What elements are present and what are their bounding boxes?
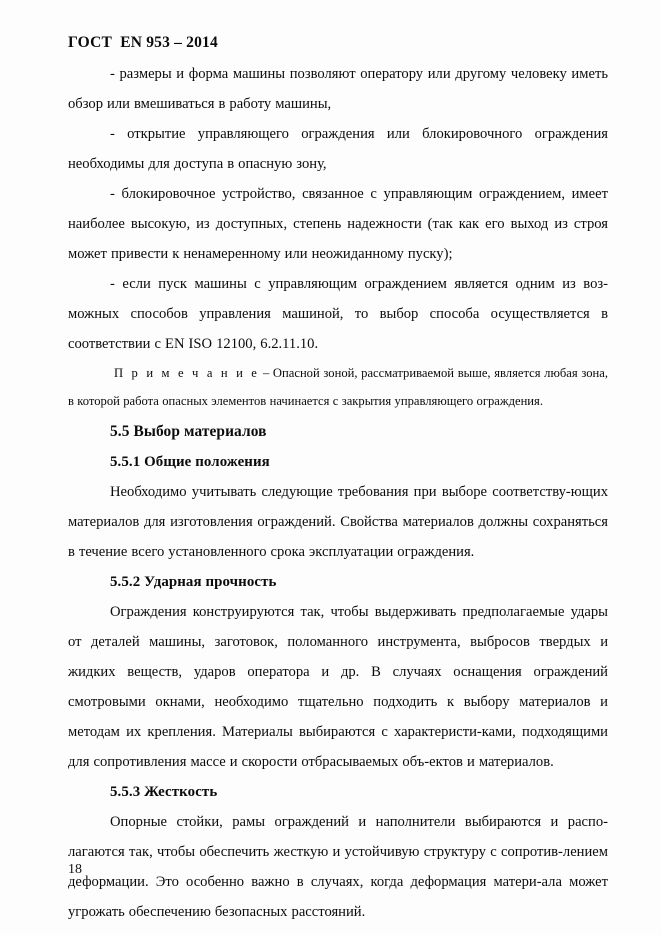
running-head: ГОСТ EN 953 – 2014 (68, 34, 218, 51)
paragraph-bullet-2: - открытие управляющего ограждения или блокировочного ограждения необходимы для доступа в опасную зону, (68, 126, 608, 172)
page-content (68, 33, 608, 927)
heading-5-5: 5.5 Выбор материалов (110, 423, 267, 440)
page-number: 18 (68, 862, 82, 877)
paragraph-bullet-4: - если пуск машины с управляющим ограждением является одним из воз-можных способов управления машиной, то выбор способа осуществляется в соответствии с EN ISO 12100, 6.2.11.10. (68, 276, 608, 352)
note-label: П р и м е ч а н и е (114, 366, 260, 380)
note-text: – Опасной зоной, рассматриваемой выше, является любая зона, в которой работа опасных элементов начинается с закрытия управляющего ограждения. (68, 366, 608, 408)
paragraph-5-5-1: Необходимо учитывать следующие требования при выборе соответству-ющих материалов для изготовления ограждений. Свойства материалов должны сохраняться в течение всего установленного срока эксплуатации ограждения. (68, 484, 608, 560)
paragraph-5-5-3: Опорные стойки, рамы ограждений и наполнители выбираются и распо-лагаются так, чтобы обеспечить жесткую и устойчивую структуру с сопротив-лением деформации. Это особенно важно в случаях, когда деформация матери-ала может угрожать обеспечению безопасных расстояний. (68, 814, 608, 920)
heading-5-5-3: 5.5.3 Жесткость (110, 784, 218, 800)
paragraph-bullet-1: - размеры и форма машины позволяют оператору или другому человеку иметь обзор или вмешиваться в работу машины, (68, 66, 608, 112)
paragraph-bullet-3: - блокировочное устройство, связанное с управляющим ограждением, имеет наиболее высокую, из доступных, степень надежности (так как его выход из строя может привести к ненамеренному или неожиданному пуску); (68, 186, 608, 262)
heading-5-5-2: 5.5.2 Ударная прочность (110, 574, 277, 590)
heading-5-5-1: 5.5.1 Общие положения (110, 454, 270, 470)
paragraph-5-5-2: Ограждения конструируются так, чтобы выдерживать предполагаемые удары от деталей машины, заготовок, поломанного инструмента, выбросов твердых и жидких веществ, ударов оператора и др. В случаях оснащения ограждений смотровыми окнами, необходимо тщательно подходить к выбору материалов и методам их крепления. Материалы выбираются с характеристи-ками, подходящими для сопротивления массе и скорости отбрасываемых объ-ектов и материалов. (68, 604, 608, 770)
note-block (68, 359, 608, 415)
